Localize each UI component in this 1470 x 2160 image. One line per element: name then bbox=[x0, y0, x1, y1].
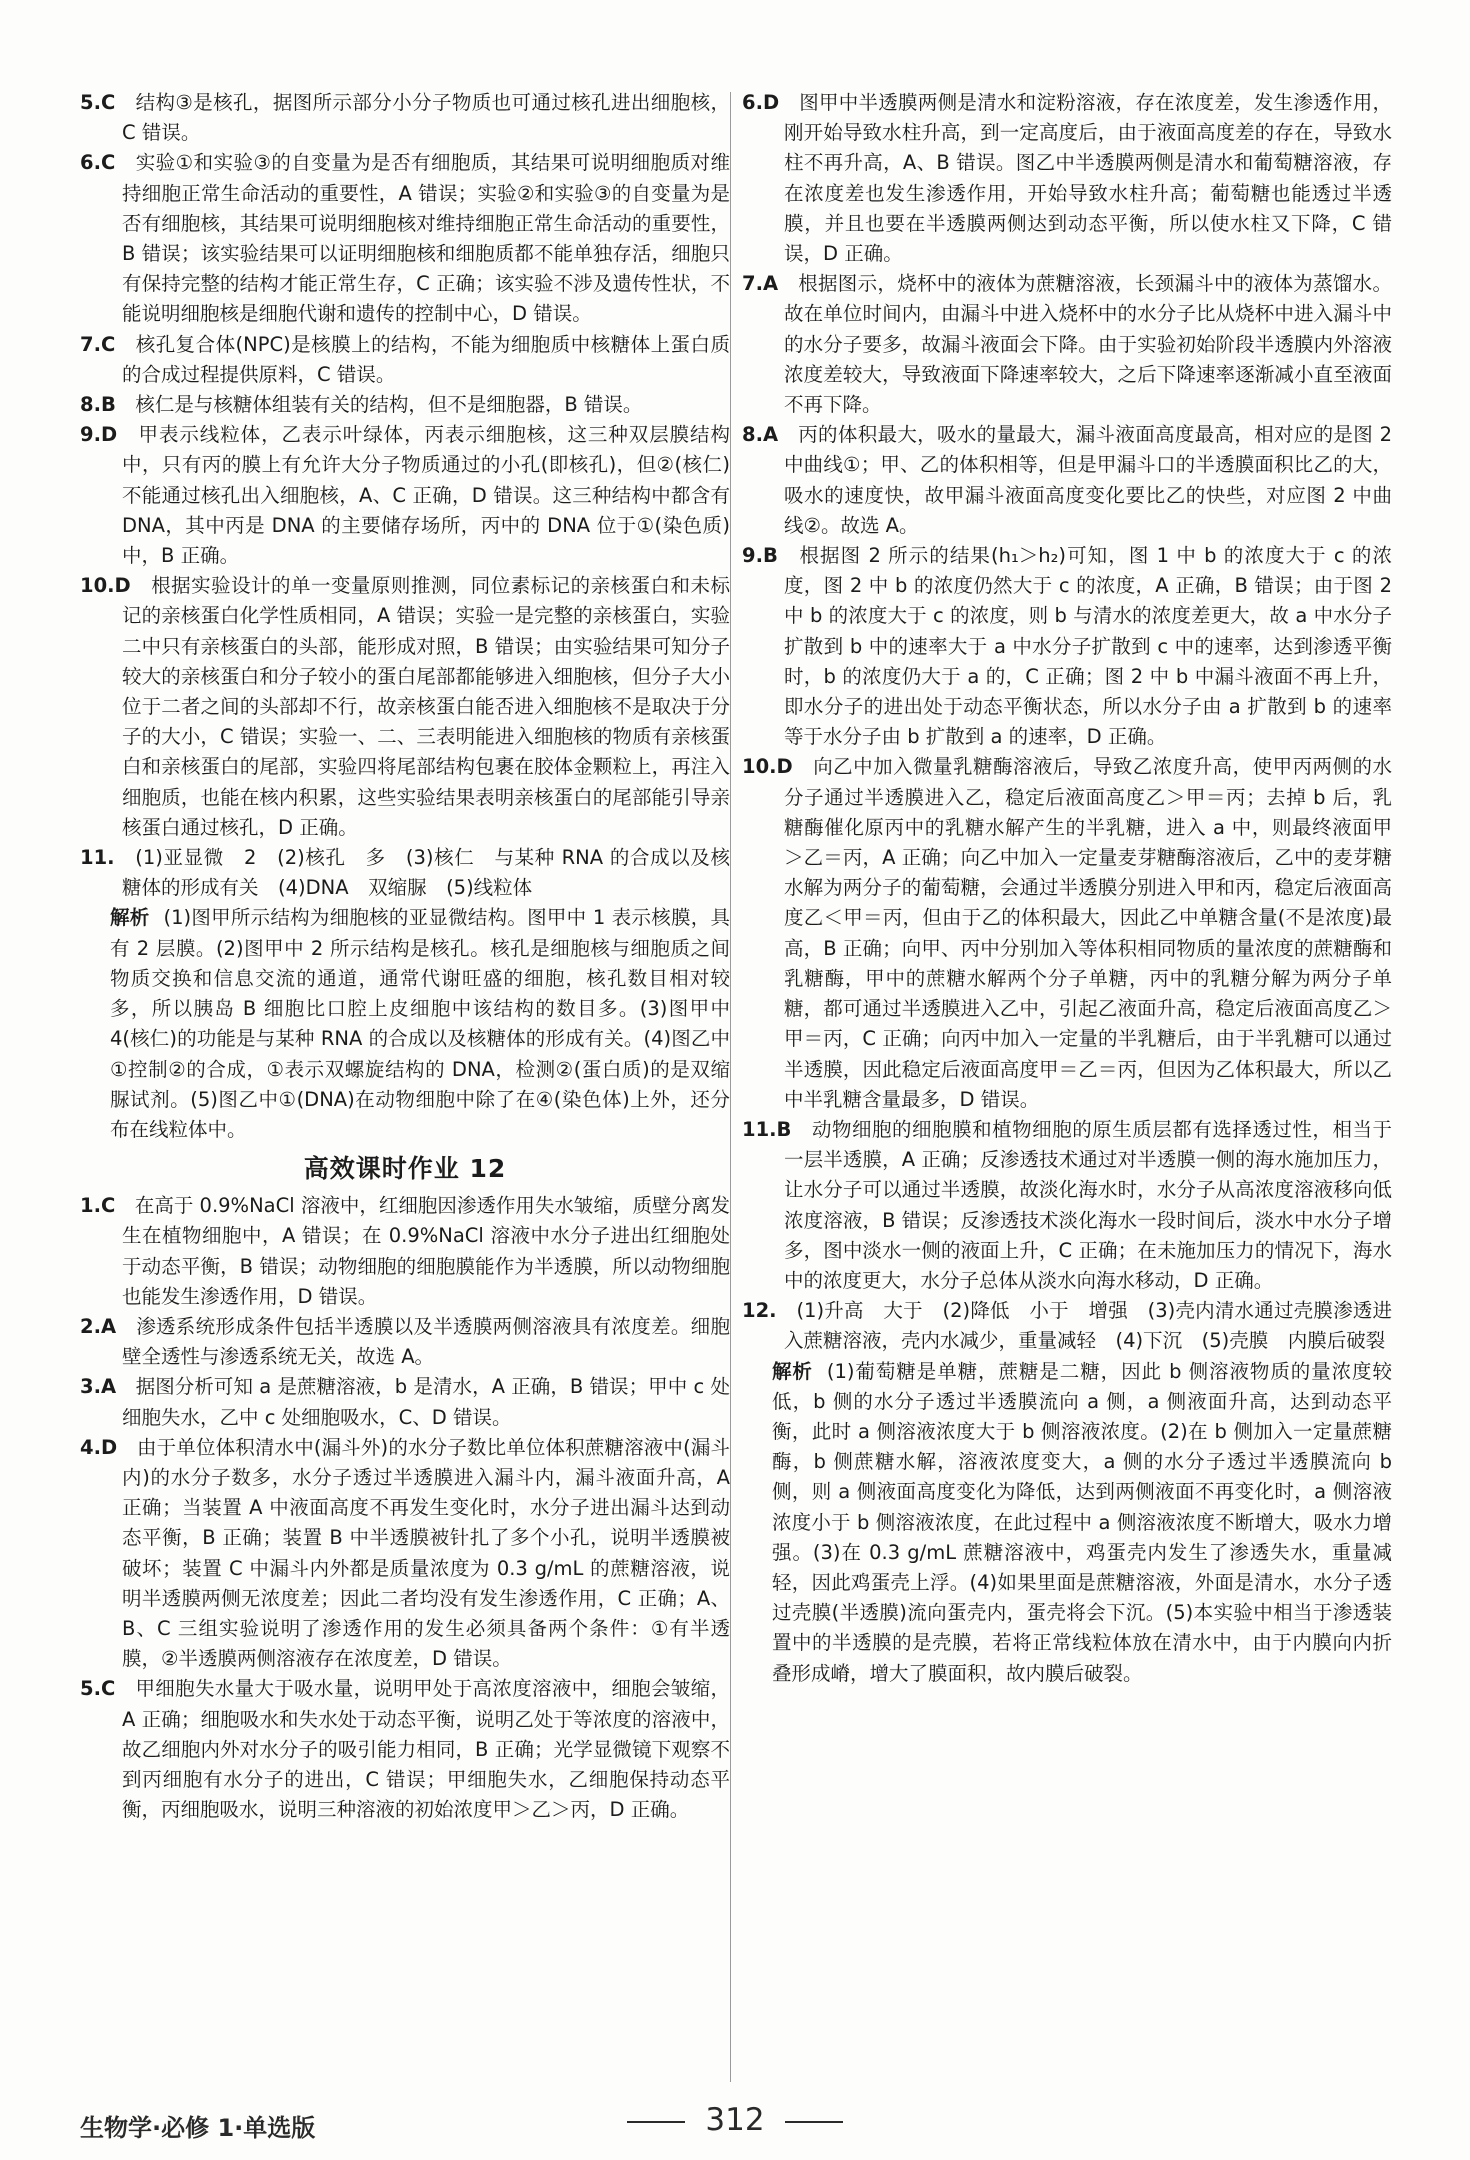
answer-text: 在高于 0.9%NaCl 溶液中，红细胞因渗透作用失水皱缩，质壁分离发生在植物细胞中，A 错误；在 0.9%NaCl 溶液中水分子进出红细胞处于动态平衡，B 错误；动物细胞的细胞膜能作为半透膜，所以动物细胞也能发生渗透作用，D 错误。 bbox=[122, 1194, 730, 1308]
answer-item bbox=[742, 1115, 1392, 1296]
answer-item bbox=[80, 390, 730, 420]
answer-text: 甲细胞失水量大于吸水量，说明甲处于高浓度溶液中，细胞会皱缩，A 正确；细胞吸水和失水处于动态平衡，说明乙处于等浓度的溶液中，故乙细胞内外对水分子的吸引能力相同，B 正确；光学显微镜下观察不到丙细胞有水分子的进出，C 错误；甲细胞失水，乙细胞保持动态平衡，丙细胞吸水，说明三种溶液的初始浓度甲＞乙＞丙，D 正确。 bbox=[122, 1677, 730, 1822]
explanation-label: 解析 bbox=[772, 1359, 813, 1383]
left-column bbox=[80, 88, 730, 1825]
answer-item bbox=[80, 88, 730, 148]
answer-number: 6.D bbox=[742, 91, 780, 114]
answer-item bbox=[80, 330, 730, 390]
answer-text: 图甲中半透膜两侧是清水和淀粉溶液，存在浓度差，发生渗透作用，刚开始导致水柱升高，到一定高度后，由于液面高度差的存在，导致水柱不再升高，A、B 错误。图乙中半透膜两侧是清水和葡萄糖溶液，存在浓度差也发生渗透作用，开始导致水柱升高；葡萄糖也能透过半透膜，并且也要在半透膜两侧达到动态平衡，所以使水柱又下降，C 错误，D 正确。 bbox=[784, 91, 1392, 266]
answer-text: 核仁是与核糖体组装有关的结构，但不是细胞器，B 错误。 bbox=[135, 393, 643, 417]
answer-item bbox=[742, 88, 1392, 269]
answer-text: 结构③是核孔，据图所示部分小分子物质也可通过核孔进出细胞核，C 错误。 bbox=[122, 91, 730, 145]
explanation-block bbox=[80, 903, 730, 1145]
explanation-block bbox=[742, 1357, 1392, 1689]
answer-number: 7.A bbox=[742, 272, 779, 296]
answer-item bbox=[80, 571, 730, 843]
page-number: 312 bbox=[705, 2102, 765, 2138]
section-title: 高效课时作业 12 bbox=[303, 1154, 507, 1184]
explanation-label: 解析 bbox=[110, 906, 150, 930]
answer-item bbox=[80, 1312, 730, 1372]
answer-item bbox=[80, 148, 730, 329]
answer-number: 10.D bbox=[80, 574, 131, 598]
answer-text: 核孔复合体(NPC)是核膜上的结构，不能为细胞质中核糖体上蛋白质的合成过程提供原料，C 错误。 bbox=[122, 332, 730, 386]
answer-item bbox=[80, 420, 730, 571]
answer-number: 11. bbox=[80, 846, 115, 870]
answer-text: 实验①和实验③的自变量为是否有细胞质，其结果可说明细胞质对维持细胞正常生命活动的重要性，A 错误；实验②和实验③的自变量为是否有细胞核，其结果可说明细胞核对维持细胞正常生命活动的重要性，B 错误；该实验结果可以证明细胞核和细胞质都不能单独存活，细胞只有保持完整的结构才能正常生存，C 正确；该实验不涉及遗传性状，不能说明细胞核是细胞代谢和遗传的控制中心，D 错误。 bbox=[122, 151, 730, 326]
answer-number: 9.B bbox=[742, 544, 778, 568]
answer-item bbox=[742, 1296, 1392, 1356]
answer-item bbox=[80, 1372, 730, 1432]
right-column bbox=[742, 88, 1392, 1689]
answer-number: 2.A bbox=[80, 1314, 117, 1338]
answer-number: 8.A bbox=[742, 423, 779, 447]
page-number-footer bbox=[0, 2102, 1470, 2138]
answer-number: 1.C bbox=[80, 1194, 116, 1218]
answer-item bbox=[742, 420, 1392, 541]
answer-text: (1)亚显微 2 (2)核孔 多 (3)核仁 与某种 RNA 的合成以及核糖体的形成有关 (4)DNA 双缩脲 (5)线粒体 bbox=[122, 846, 730, 900]
answer-text: 根据图 2 所示的结果(h₁＞h₂)可知，图 1 中 b 的浓度大于 c 的浓度，图 2 中 b 的浓度仍然大于 c 的浓度，A 正确，B 错误；由于图 2 中 b 的浓度大于 c 的浓度，则 b 与清水的浓度差更大，故 a 中水分子扩散到 b 中的速率大于 a 中水分子扩散到 c 中的速率，达到渗透平衡时，b 的浓度仍大于 a 的，C 正确；图 2 中 b 中漏斗液面不再上升，即水分子的进出处于动态平衡状态，所以水分子由 a 扩散到 b 的速率等于水分子由 b 扩散到 a 的速率，D 正确。 bbox=[784, 544, 1392, 749]
answer-text: 据图分析可知 a 是蔗糖溶液，b 是清水，A 正确，B 错误；甲中 c 处细胞失水，乙中 c 处细胞吸水，C、D 错误。 bbox=[122, 1375, 730, 1429]
answer-number: 4.D bbox=[80, 1435, 118, 1459]
answer-text: 向乙中加入微量乳糖酶溶液后，导致乙浓度升高，使甲丙两侧的水分子通过半透膜进入乙，稳定后液面高度乙＞甲＝丙；去掉 b 后，乳糖酶催化原丙中的乳糖水解产生的半乳糖，进入 a 中，则最终液面甲＞乙＝丙，A 正确；向乙中加入一定量麦芽糖酶溶液后，乙中的麦芽糖水解为两分子的葡萄糖，会通过半透膜分别进入甲和丙，稳定后液面高度乙＜甲＝丙，但由于乙的体积最大，因此乙中单糖含量(不是浓度)最高，B 正确；向甲、丙中分别加入等体积相同物质的量浓度的蔗糖酶和乳糖酶，甲中的蔗糖水解两个分子单糖，丙中的乳糖分解为两分子单糖，都可通过半透膜进入乙中，引起乙液面升高，稳定后液面高度乙＞甲＝丙，C 正确；向丙中加入一定量的半乳糖后，由于半乳糖可以通过半透膜，因此稳定后液面高度甲＝乙＝丙，但因为乙体积最大，所以乙中半乳糖含量最多，D 错误。 bbox=[784, 755, 1392, 1111]
dash-right bbox=[785, 2121, 843, 2123]
answer-number: 3.A bbox=[80, 1375, 117, 1399]
answer-number: 11.B bbox=[742, 1117, 792, 1141]
answer-number: 5.C bbox=[80, 1677, 116, 1701]
answer-text: 根据实验设计的单一变量原则推测，同位素标记的亲核蛋白和未标记的亲核蛋白化学性质相同，A 错误；实验一是完整的亲核蛋白，实验二中只有亲核蛋白的头部，能形成对照，B 错误；由实验结果可知分子较大的亲核蛋白和分子较小的蛋白尾部都能够进入细胞核，但分子大小位于二者之间的头部却不行，故亲核蛋白能否进入细胞核不是取决于分子的大小，C 错误；实验一、二、三表明能进入细胞核的物质有亲核蛋白和亲核蛋白的尾部，实验四将尾部结构包裹在胶体金颗粒上，再注入细胞质，也能在核内积累，这些实验结果表明亲核蛋白的尾部能引导亲核蛋白通过核孔，D 正确。 bbox=[122, 574, 730, 839]
answer-item bbox=[742, 269, 1392, 420]
answer-text: 甲表示线粒体，乙表示叶绿体，丙表示细胞核，这三种双层膜结构中，只有丙的膜上有允许大分子物质通过的小孔(即核孔)，但②(核仁)不能通过核孔出入细胞核，A、C 正确，D 错误。这三种结构中都含有 DNA，其中丙是 DNA 的主要储存场所，丙中的 DNA 位于①(染色质)中，B 正确。 bbox=[122, 423, 730, 568]
answer-number: 8.B bbox=[80, 393, 116, 417]
answer-item bbox=[80, 1191, 730, 1312]
answer-number: 5.C bbox=[80, 91, 116, 114]
explanation-text: (1)葡萄糖是单糖，蔗糖是二糖，因此 b 侧溶液物质的量浓度较低，b 侧的水分子透过半透膜流向 a 侧，a 侧液面升高，达到动态平衡，此时 a 侧溶液浓度大于 b 侧溶液浓度。(2)在 b 侧加入一定量蔗糖酶，b 侧蔗糖水解，溶液浓度变大，a 侧的水分子透过半透膜流向 b 侧，则 a 侧液面高度变化为降低，达到两侧液面不再变化时，a 侧溶液浓度小于 b 侧溶液浓度，在此过程中 a 侧溶液浓度不断增大，吸水力增强。(3)在 0.3 g/mL 蔗糖溶液中，鸡蛋壳内发生了渗透失水，重量减轻，因此鸡蛋壳上浮。(4)如果里面是蔗糖溶液，外面是清水，水分子透过壳膜(半透膜)流向蛋壳内，蛋壳将会下沉。(5)本实验中相当于渗透装置中的半透膜的是壳膜，若将正常线粒体放在清水中，由于内膜向内折叠形成嵴，增大了膜面积，故内膜后破裂。 bbox=[772, 1359, 1392, 1685]
answer-text: 渗透系统形成条件包括半透膜以及半透膜两侧溶液具有浓度差。细胞壁全透性与渗透系统无关，故选 A。 bbox=[122, 1314, 730, 1369]
answer-item bbox=[80, 843, 730, 903]
answer-item bbox=[80, 1433, 730, 1675]
answer-number: 12. bbox=[742, 1299, 777, 1323]
answer-number: 10.D bbox=[742, 755, 793, 779]
dash-left bbox=[627, 2121, 685, 2123]
answer-item bbox=[80, 1674, 730, 1825]
answer-number: 6.C bbox=[80, 151, 116, 175]
book-title-footer: 生物学·必修 1·单选版 bbox=[80, 2114, 316, 2142]
answer-text: (1)升高 大于 (2)降低 小于 增强 (3)壳内清水通过壳膜渗透进入蔗糖溶液，壳内水减少，重量减轻 (4)下沉 (5)壳膜 内膜后破裂 bbox=[784, 1299, 1392, 1353]
answer-number: 9.D bbox=[80, 423, 118, 447]
answer-text: 丙的体积最大，吸水的量最大，漏斗液面高度最高，相对应的是图 2 中曲线①；甲、乙的体积相等，但是甲漏斗口的半透膜面积比乙的大，吸水的速度快，故甲漏斗液面高度变化要比乙的快些，对应图 2 中曲线②。故选 A。 bbox=[784, 423, 1392, 537]
column-divider bbox=[730, 92, 731, 2082]
answer-number: 7.C bbox=[80, 332, 116, 356]
explanation-text: (1)图甲所示结构为细胞核的亚显微结构。图甲中 1 表示核膜，具有 2 层膜。(2)图甲中 2 所示结构是核孔。核孔是细胞核与细胞质之间物质交换和信息交流的通道，通常代谢旺盛的细胞，核孔数目相对较多，所以胰岛 B 细胞比口腔上皮细胞中该结构的数目多。(3)图甲中 4(核仁)的功能是与某种 RNA 的合成以及核糖体的形成有关。(4)图乙中①控制②的合成，①表示双螺旋结构的 DNA，检测②(蛋白质)的是双缩脲试剂。(5)图乙中①(DNA)在动物细胞中除了在④(染色体)上外，还分布在线粒体中。 bbox=[110, 906, 730, 1141]
answer-text: 根据图示，烧杯中的液体为蔗糖溶液，长颈漏斗中的液体为蒸馏水。故在单位时间内，由漏斗中进入烧杯中的水分子比从烧杯中进入漏斗中的水分子要多，故漏斗液面会下降。由于实验初始阶段半透膜内外溶液浓度差较大，导致液面下降速率较大，之后下降速率逐渐减小直至液面不再下降。 bbox=[784, 272, 1392, 417]
answer-item bbox=[742, 752, 1392, 1114]
answer-text: 动物细胞的细胞膜和植物细胞的原生质层都有选择透过性，相当于一层半透膜，A 正确；反渗透技术通过对半透膜一侧的海水施加压力，让水分子可以通过半透膜，故淡化海水时，水分子从高浓度溶液移向低浓度溶液，B 错误；反渗透技术淡化海水一段时间后，淡水中水分子增多，图中淡水一侧的液面上升，C 正确；在未施加压力的情况下，海水中的浓度更大，水分子总体从淡水向海水移动，D 正确。 bbox=[784, 1117, 1392, 1292]
answer-text: 由于单位体积清水中(漏斗外)的水分子数比单位体积蔗糖溶液中(漏斗内)的水分子数多，水分子透过半透膜进入漏斗内，漏斗液面升高，A 正确；当装置 A 中液面高度不再发生变化时，水分子进出漏斗达到动态平衡，B 正确；装置 B 中半透膜被针扎了多个小孔，说明半透膜被破坏；装置 C 中漏斗内外都是质量浓度为 0.3 g/mL 的蔗糖溶液，说明半透膜两侧无浓度差；因此二者均没有发生渗透作用，C 正确；A、B、C 三组实验说明了渗透作用的发生必须具备两个条件：①有半透膜，②半透膜两侧溶液存在浓度差，D 错误。 bbox=[122, 1435, 730, 1671]
answer-item bbox=[742, 541, 1392, 752]
